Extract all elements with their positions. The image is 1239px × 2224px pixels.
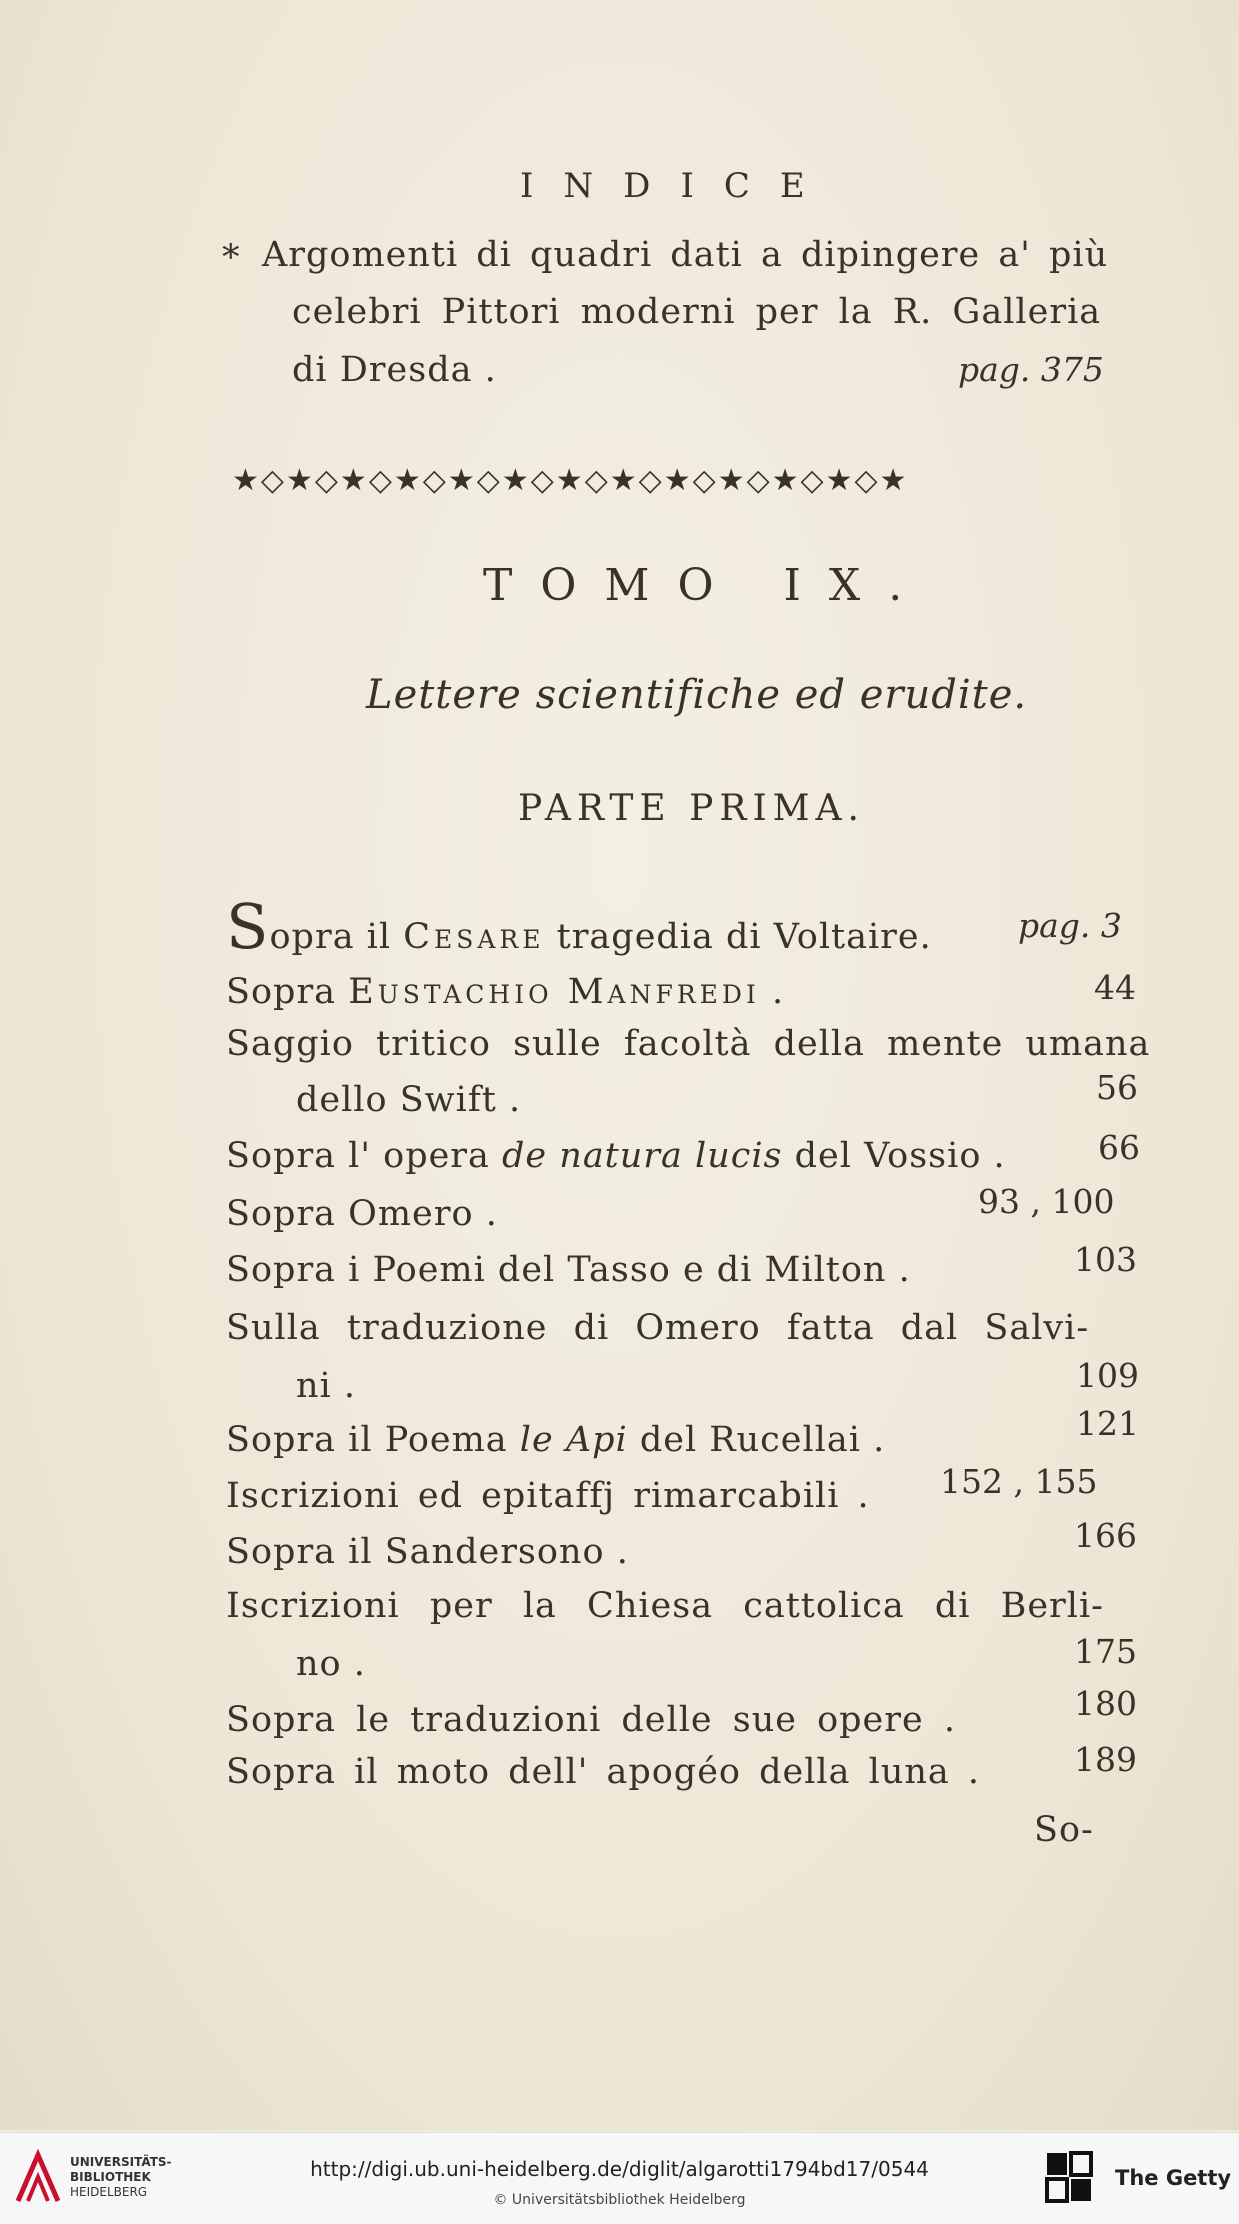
toc-entry-7-line-1: Sulla traduzione di Omero fatta dal Salvi- [226,1308,1090,1348]
toc-page-4: 66 [1098,1128,1140,1167]
toc-entry-8: Sopra il Poema le Api del Rucellai . [226,1420,886,1460]
intro-line-2: celebri Pittori moderni per la R. Galleria [292,292,1102,332]
toc-page-1: pag. 3 [1018,906,1122,945]
library-name: UNIVERSITÄTS- BIBLIOTHEK HEIDELBERG [70,2155,172,2199]
ornament-rule: ★◇★◇★◇★◇★◇★◇★◇★◇★◇★◇★◇★◇★ [232,463,909,498]
intro-line-3: di Dresda . [292,350,497,390]
toc-page-6: 103 [1074,1240,1137,1279]
toc-page-13: 189 [1074,1740,1137,1779]
intro-line-1: Argomenti di quadri dati a dipingere a' più [262,235,1109,275]
intro-star: * [222,238,241,278]
copyright-notice: © Universitätsbibliothek Heidelberg [493,2192,746,2208]
part-title: PARTE PRIMA. [518,788,865,829]
toc-entry-2: Sopra Eustachio Manfredi . [226,972,785,1012]
toc-entry-9: Iscrizioni ed epitaffj rimarcabili . [226,1476,870,1516]
toc-page-10: 166 [1074,1516,1137,1555]
toc-entry-6: Sopra i Poemi del Tasso e di Milton . [226,1250,911,1290]
toc-page-11: 175 [1074,1632,1137,1671]
getty-label: The Getty [1115,2166,1232,2190]
toc-entry-3-line-1: Saggio tritico sulle facoltà della mente umana [226,1024,1151,1064]
toc-entry-7-line-2: ni . [296,1366,356,1406]
toc-page-12: 180 [1074,1684,1137,1723]
toc-entry-11-line-2: no . [296,1644,366,1684]
intro-page: pag. 375 [958,350,1104,389]
catchword: So- [1034,1810,1094,1850]
drop-cap: S [226,890,270,963]
volume-subtitle: Lettere scientifiche ed erudite. [366,672,1028,718]
permalink-url[interactable]: http://digi.ub.uni-heidelberg.de/diglit/algarotti1794bd17/0544 [310,2157,929,2181]
toc-page-8: 121 [1076,1404,1139,1443]
toc-entry-13: Sopra il moto dell' apogéo della luna . [226,1752,981,1792]
toc-entry-5: Sopra Omero . [226,1194,498,1234]
toc-entry-1: Sopra il Cesare tragedia di Voltaire. [226,890,932,963]
volume-title: TOMO IX. [483,560,931,611]
viewer-footer [0,2132,1239,2224]
toc-entry-3-line-2: dello Swift . [296,1080,522,1120]
toc-entry-12: Sopra le traduzioni delle sue opere . [226,1700,956,1740]
getty-logo-icon [1043,2149,1095,2207]
toc-entry-4: Sopra l' opera de natura lucis del Vossio . [226,1136,1006,1176]
toc-page-7: 109 [1076,1356,1139,1395]
toc-page-3: 56 [1096,1068,1138,1107]
toc-page-9: 152 , 155 [940,1462,1098,1501]
index-heading: INDICE [520,166,835,206]
toc-entry-10: Sopra il Sandersono . [226,1532,629,1572]
toc-page-5: 93 , 100 [978,1182,1115,1221]
toc-page-2: 44 [1094,968,1136,1007]
toc-entry-11-line-1: Iscrizioni per la Chiesa cattolica di Berli- [226,1586,1104,1626]
